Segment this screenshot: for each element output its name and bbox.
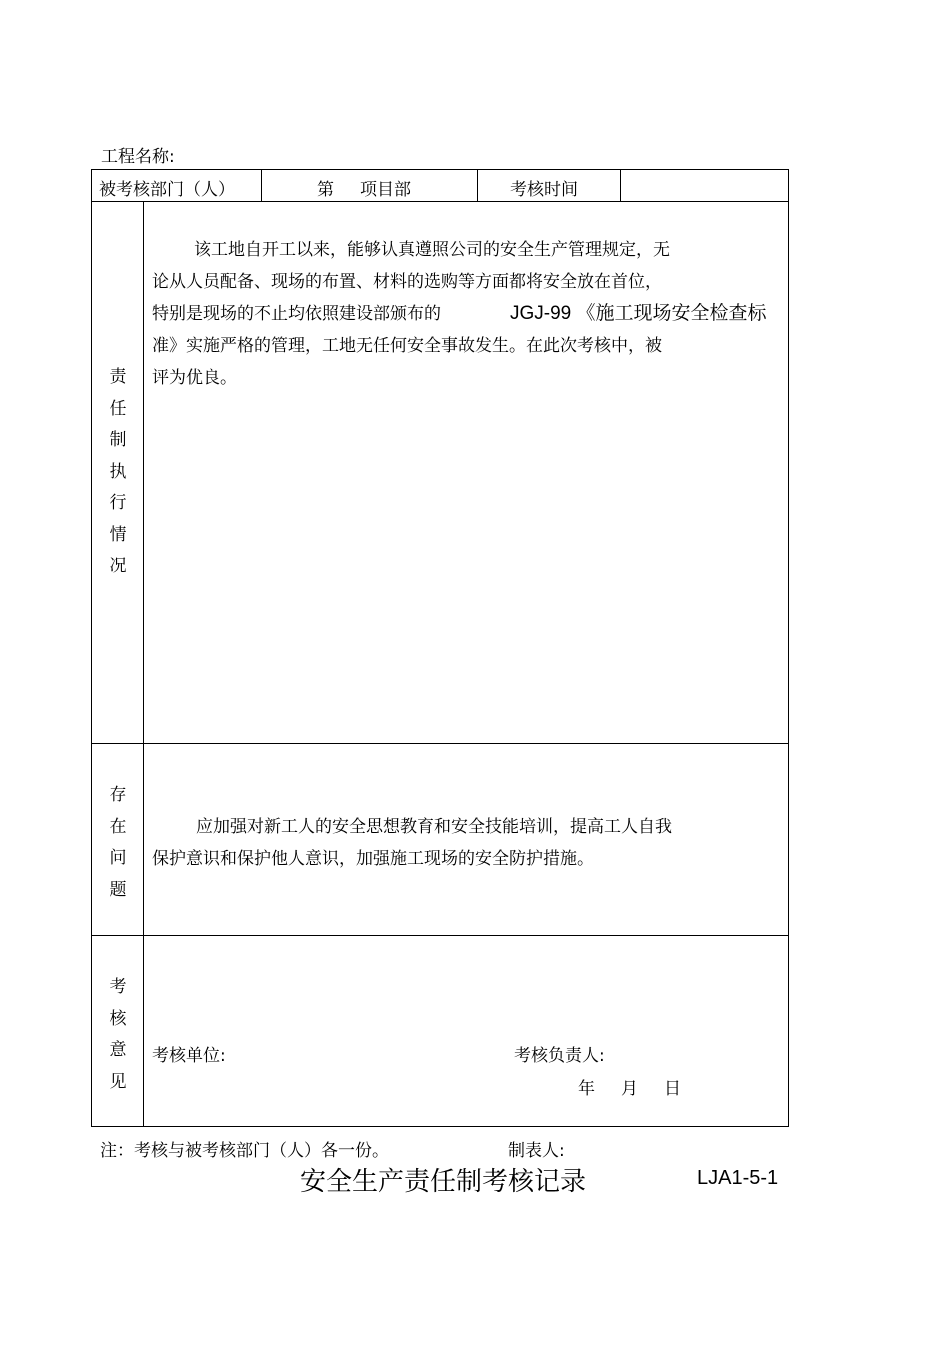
col-divider [620,170,621,201]
date-day: 日 [664,1079,681,1099]
assessment-lead-label: 考核负责人: [514,1046,605,1066]
assessment-table [91,169,789,1127]
row-divider [92,935,788,936]
col-divider [261,170,262,201]
responsibility-text: 该工地自开工以来，能够认真遵照公司的安全生产管理规定，无 论从人员配备、现场的布置、材料的选购等方面都将安全放在首位， 特别是现场的不止均依照建设部颁布的 JGJ-99 《施工现场安全检查标 准》实施严格的管理，工地无任何安全事故发生。在此次考核中，被 评为优良。 [152,240,767,388]
project-dept-label: 项目部 [360,180,411,200]
project-dept-prefix: 第 [317,180,334,200]
assessment-time-label: 考核时间 [510,180,578,200]
table-maker-label: 制表人: [508,1141,565,1161]
row-divider [92,201,788,202]
row-divider [92,743,788,744]
opinion-label: 考 核 意 见 [109,977,127,1092]
issues-text: 应加强对新工人的安全思想教育和安全技能培训，提高工人自我 保护意识和保护他人意识，加强施工现场的安全防护措施。 [152,817,672,869]
document-code: LJA1-5-1 [697,1167,779,1189]
document-title: 安全生产责任制考核记录 [300,1167,587,1197]
responsibility-label: 责 任 制 执 行 情 况 [109,367,127,576]
col-divider [477,170,478,201]
assessing-unit-label: 考核单位: [152,1046,226,1066]
assessed-dept-label: 被考核部门（人） [99,180,235,200]
date-month: 月 [621,1079,638,1099]
issues-label: 存 在 问 题 [109,785,127,900]
date-year: 年 [578,1079,595,1099]
footer-note: 注：考核与被考核部门（人）各一份。 [100,1141,389,1161]
project-name-label: 工程名称: [101,147,175,167]
